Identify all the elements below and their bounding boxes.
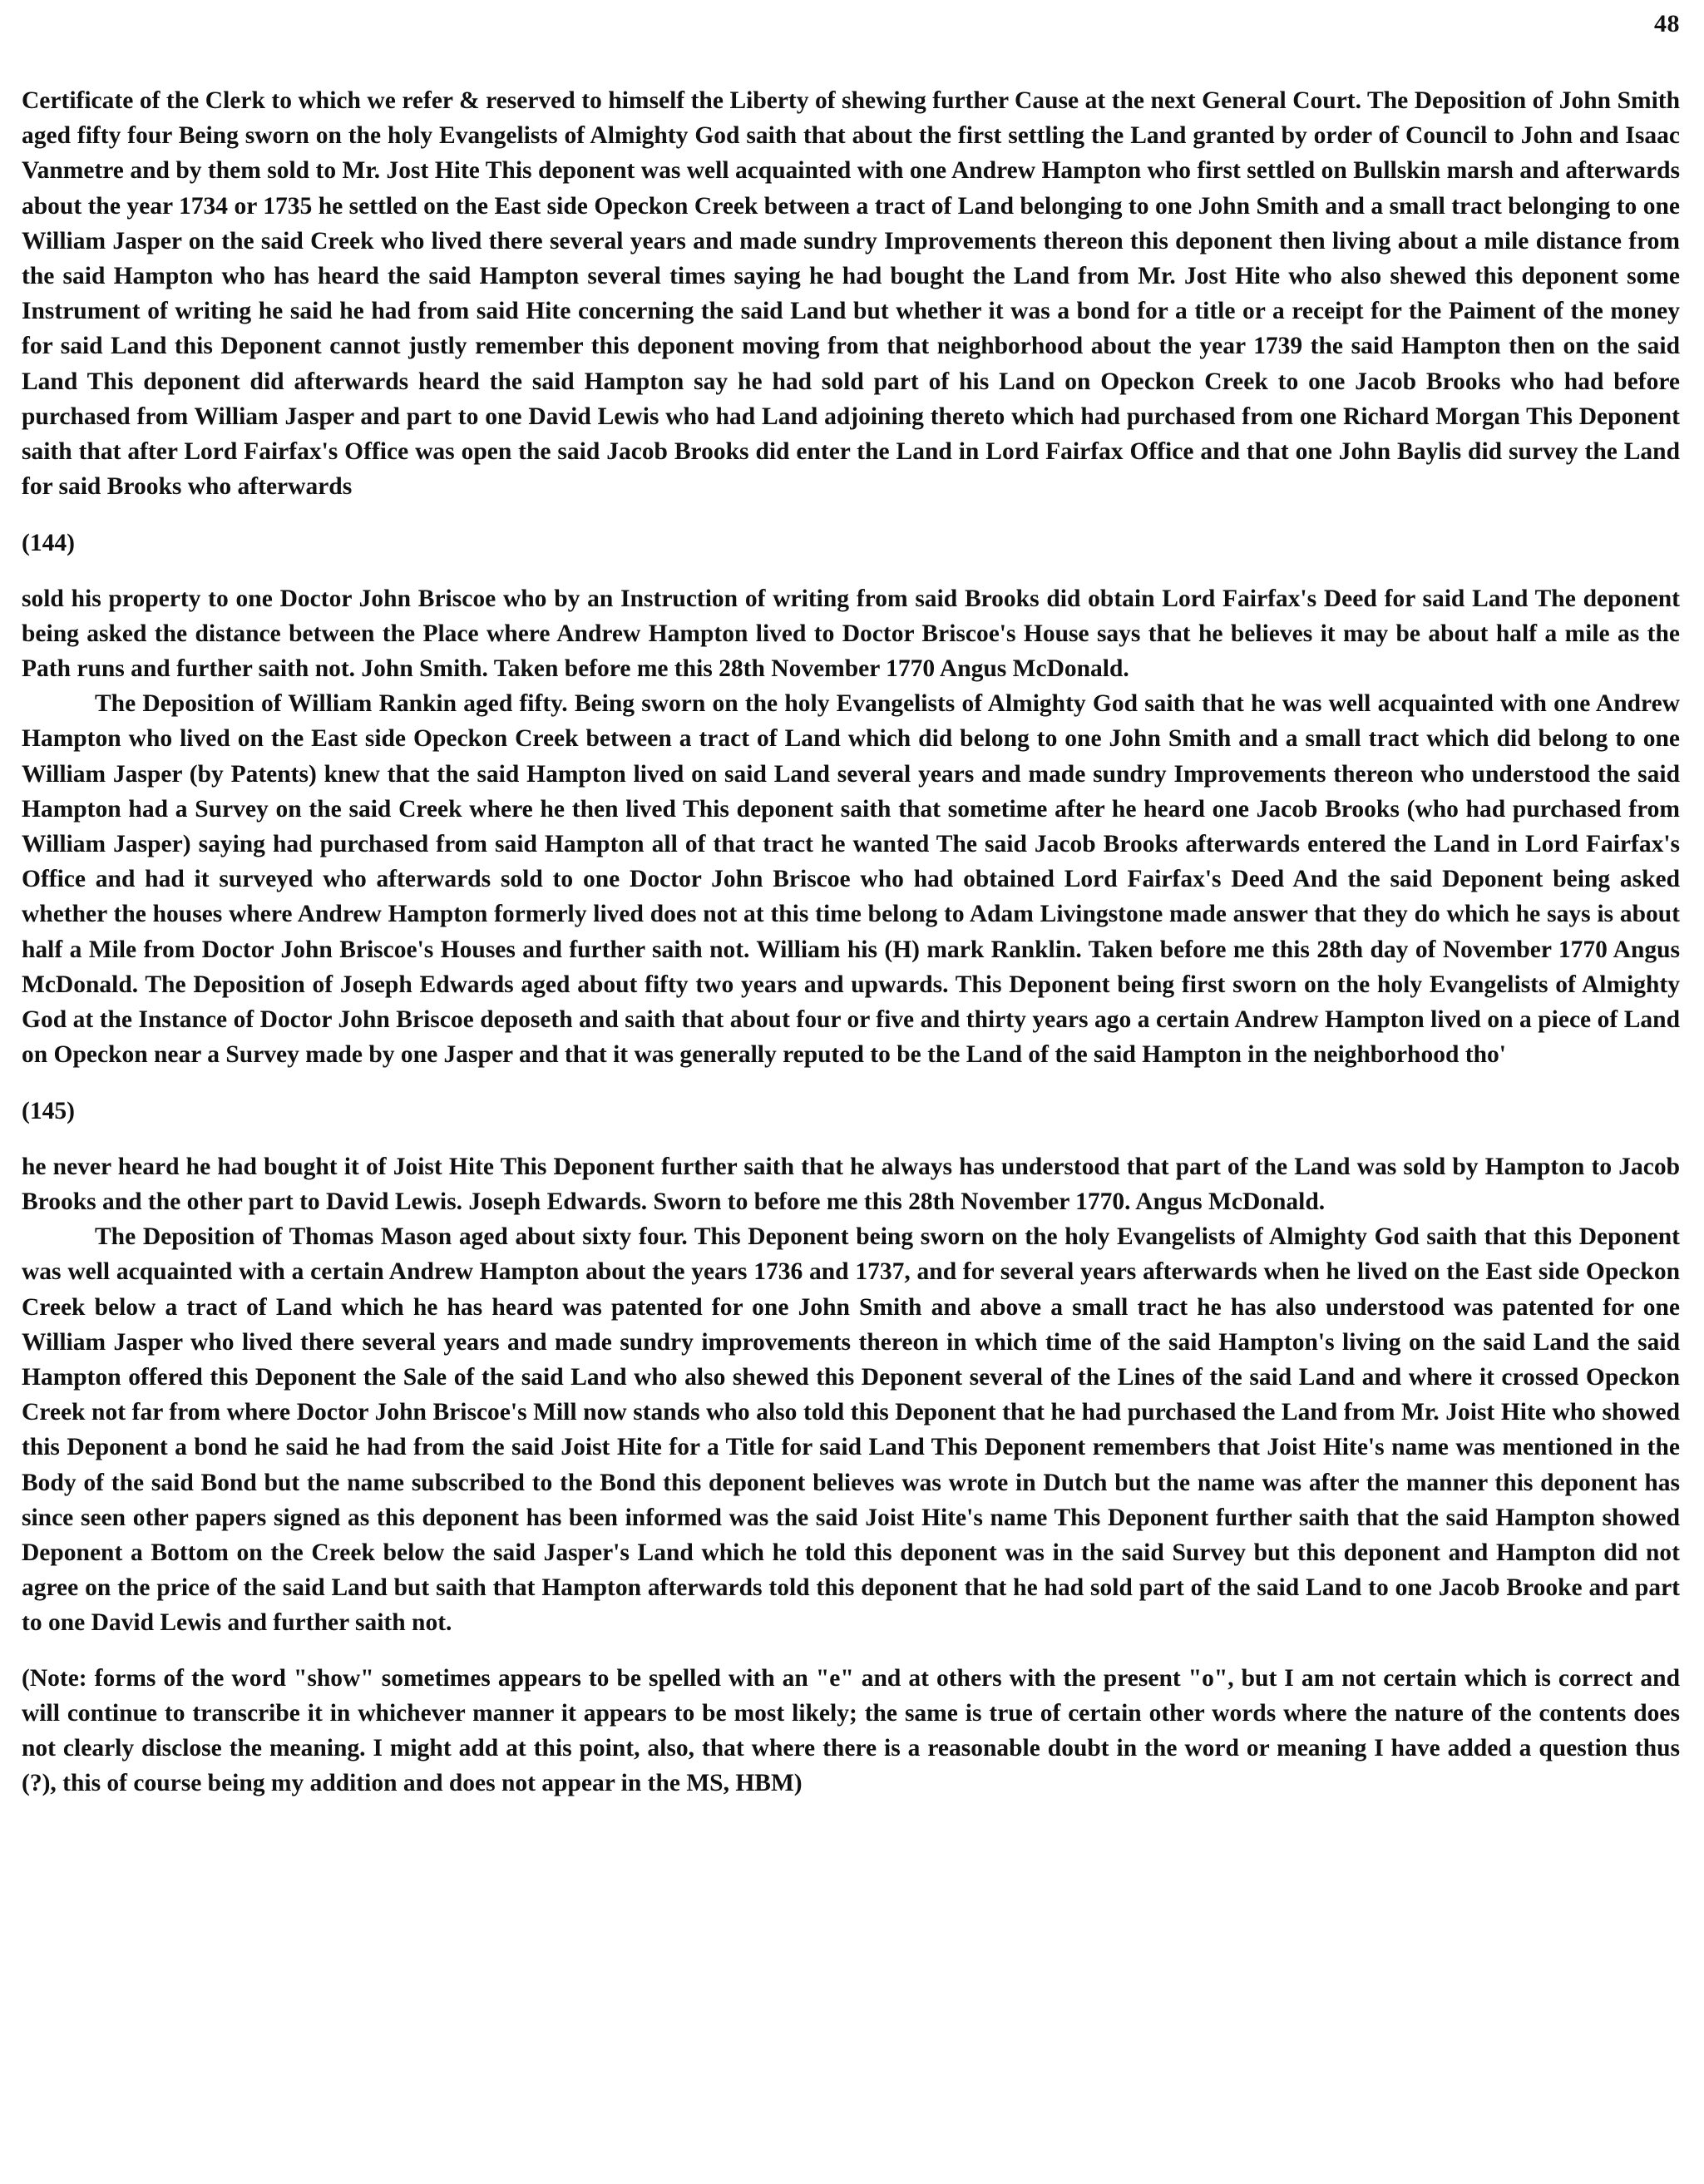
paragraph-smith-conclusion: sold his property to one Doctor John Briscoe who by an Instruction of writing from said Brooks did obtain Lord Fairfax's Deed for said Land The deponent being asked the distance between the Place where Andrew Hampton lived to Doctor Briscoe's House says that he believes it may be about half a mile as the Path runs and further saith not. John Smith. Taken before me this 28th November 1770 Angus McDonald. [22, 585, 1680, 683]
paragraph-smith-deposition: Certificate of the Clerk to which we refer & reserved to himself the Liberty of shewing further Cause at the next General Court. The Deposition of John Smith aged fifty four Being sworn on the holy Evangelists of Almighty God saith that about the first settling the Land granted by order of Council to John and Isaac Vanmetre and by them sold to Mr. Jost Hite This deponent was well acquainted with one Andrew Hampton who first settled on Bullskin marsh and afterwards about the year 1734 or 1735 he settled on the East side Opeckon Creek between a tract of Land belonging to one John Smith and a small tract belonging to one William Jasper on the said Creek who lived there several years and made sundry Improvements thereon this deponent then living about a mile distance from the said Hampton who has heard the said Hampton several times saying he had bought the Land from Mr. Jost Hite who also shewed this deponent some Instrument of writing he said he had from said Hite concerning the said Land but whether it was a bond for a title or a receipt for the Paiment of the money for said Land this Deponent cannot justly remember this deponent moving from that neighborhood about the year 1739 the said Hampton then on the said Land This deponent did afterwards heard the said Hampton say he had sold part of his Land on Opeckon Creek to one Jacob Brooks who had before purchased from William Jasper and part to one David Lewis who had Land adjoining thereto which had purchased from one Richard Morgan This Deponent saith that after Lord Fairfax's Office was open the said Jacob Brooks did enter the Land in Lord Fairfax Office and that one John Baylis did survey the Land for said Brooks who afterwards [22, 87, 1680, 501]
paragraph-rankin-deposition: The Deposition of William Rankin aged fifty. Being sworn on the holy Evangelists of Almighty God saith that he was well acquainted with one Andrew Hampton who lived on the East side Opeckon Creek between a tract of Land which did belong to one John Smith and a small tract which did belong to one William Jasper (by Patents) knew that the said Hampton lived on said Land several years and made sundry Improvements thereon who understood the said Hampton had a Survey on the said Creek where he then lived This deponent saith that sometime after he heard one Jacob Brooks (who had purchased from William Jasper) saying had purchased from said Hampton all of that tract he wanted The said Jacob Brooks afterwards entered the Land in Lord Fairfax's Office and had it surveyed who afterwards sold to one Doctor John Briscoe who had obtained Lord Fairfax's Deed And the said Deponent being asked whether the houses where Andrew Hampton formerly lived does not at this time belong to Adam Livingstone made answer that they do which he says is about half a Mile from Doctor John Briscoe's Houses and further saith not. William his (H) mark Ranklin. Taken before me this 28th day of November 1770 Angus McDonald. The Deposition of Joseph Edwards aged about fifty two years and upwards. This Deponent being first sworn on the holy Evangelists of Almighty God at the Instance of Doctor John Briscoe deposeth and saith that about four or five and thirty years ago a certain Andrew Hampton lived on a piece of Land on Opeckon near a Survey made by one Jasper and that it was generally reputed to be the Land of the said Hampton in the neighborhood tho' [22, 690, 1680, 1069]
paragraph-mason-deposition: The Deposition of Thomas Mason aged about sixty four. This Deponent being sworn on the holy Evangelists of Almighty God saith that this Deponent was well acquainted with a certain Andrew Hampton about the years 1736 and 1737, and for several years afterwards when he lived on the East side Opeckon Creek below a tract of Land which he has heard was patented for one John Smith and above a small tract he has also understood was patented for one William Jasper who lived there several years and made sundry improvements thereon in which time of the said Hampton's living on the said Land the said Hampton offered this Deponent the Sale of the said Land who also shewed this Deponent several of the Lines of the said Land and where it crossed Opeckon Creek not far from where Doctor John Briscoe's Mill now stands who also told this Deponent that he had purchased the Land from Mr. Joist Hite who showed this Deponent a bond he said he had from the said Joist Hite for a Title for said Land This Deponent remembers that Joist Hite's name was mentioned in the Body of the said Bond but the name subscribed to the Bond this deponent believes was wrote in Dutch but the name was after the manner this deponent has since seen other papers signed as this deponent has been informed was the said Joist Hite's name This Deponent further saith that the said Hampton showed Deponent a Bottom on the Creek below the said Jasper's Land which he told this deponent was in the said Survey but this deponent and Hampton did not agree on the price of the said Land but saith that Hampton afterwards told this deponent that he had sold part of the said Land to one Jacob Brooke and part to one David Lewis and further saith not. [22, 1223, 1680, 1637]
transcriber-note: (Note: forms of the word "show" sometimes appears to be spelled with an "e" and at others with the present "o", but I am not certain which is correct and will continue to transcribe it in whichever manner it appears to be most likely; the same is true of certain other words where the nature of the contents does not clearly disclose the meaning. I might add at this point, also, that where there is a reasonable doubt in the word or meaning I have added a question thus (?), this of course being my addition and does not appear in the MS, HBM) [22, 1664, 1680, 1797]
manuscript-page-ref-144: (144) [22, 530, 75, 557]
document-page [22, 0, 1680, 2184]
document-body [22, 83, 1680, 1801]
paragraph-edwards-conclusion: he never heard he had bought it of Joist Hite This Deponent further saith that he always has understood that part of the Land was sold by Hampton to Jacob Brooks and the other part to David Lewis. Joseph Edwards. Sworn to before me this 28th November 1770. Angus McDonald. [22, 1153, 1680, 1215]
page-number: 48 [1654, 10, 1680, 37]
manuscript-page-ref-145: (145) [22, 1098, 75, 1125]
